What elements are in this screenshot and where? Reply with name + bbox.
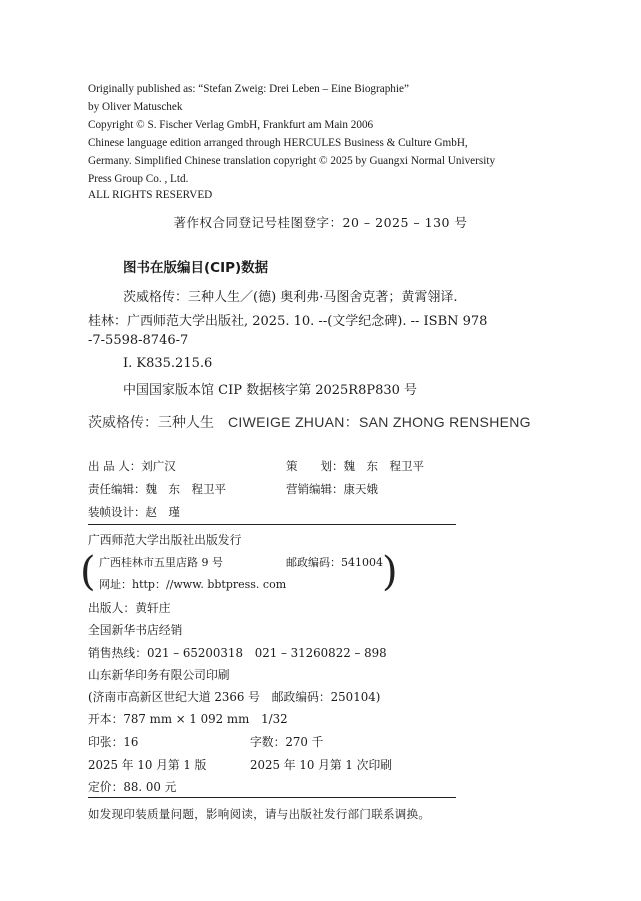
original-line-2: by Oliver Matuschek [88, 101, 183, 113]
credit-producer: 出 品 人：刘广汉 [88, 459, 176, 473]
original-line-1: Originally published as: “Stefan Zweig: Drei Leben – Eine Biographie” [88, 83, 409, 95]
credit-planning: 策 划：魏 东 程卫平 [286, 459, 424, 473]
cip-title: 图书在版编目(CIP)数据 [123, 260, 269, 276]
address-bracket-left: ( [80, 549, 96, 595]
book-title [88, 412, 531, 432]
word-count: 字数：270 千 [250, 735, 324, 749]
publisher-person: 出版人：黄轩庄 [88, 601, 171, 615]
divider-top [88, 524, 456, 525]
book-title-chinese: 茨威格传：三种人生 [88, 415, 214, 431]
publisher-name: 广西师范大学出版社出版发行 [88, 533, 242, 547]
credit-marketing: 营销编辑：康天娥 [286, 482, 378, 496]
quality-notice: 如发现印装质量问题，影响阅读，请与出版社发行部门联系调换。 [88, 807, 431, 821]
book-title-pinyin: CIWEIGE ZHUAN：SAN ZHONG RENSHENG [228, 414, 531, 430]
cip-classification: Ⅰ. K835.215.6 [123, 356, 213, 371]
edition: 2025 年 10 月第 1 版 [88, 758, 207, 772]
cip-line-3: -7-5598-8746-7 [88, 333, 189, 348]
book-format: 开本：787 mm × 1 092 mm 1/32 [88, 712, 288, 726]
original-line-3: Copyright © S. Fischer Verlag GmbH, Frankfurt am Main 2006 [88, 119, 374, 131]
original-line-6: Press Group Co. , Ltd. [88, 173, 189, 185]
address-bracket-right: ) [382, 549, 398, 595]
publisher-postcode: 邮政编码：541004 [286, 556, 383, 569]
distribution: 全国新华书店经销 [88, 623, 183, 637]
original-line-5: Germany. Simplified Chinese translation copyright © 2025 by Guangxi Normal University [88, 155, 496, 167]
printer-address: (济南市高新区世纪大道 2366 号 邮政编码：250104) [88, 690, 381, 704]
publisher-address: 广西桂林市五里店路 9 号 [99, 556, 223, 569]
copyright-registration: 著作权合同登记号桂图登字：20 – 2025 – 130 号 [173, 215, 468, 230]
original-line-4: Chinese language edition arranged through HERCULES Business & Culture GmbH, [88, 137, 468, 149]
sales-hotline: 销售热线：021 – 65200318 021 – 31260822 – 898 [88, 646, 387, 660]
publisher-website: 网址：http：//www. bbtpress. com [99, 578, 287, 591]
credit-design: 装帧设计：赵 瑾 [88, 505, 180, 519]
printed-sheets: 印张：16 [88, 735, 139, 749]
price: 定价：88. 00 元 [88, 780, 177, 794]
cip-record-number: 中国国家版本馆 CIP 数据核字第 2025R8P830 号 [123, 383, 418, 398]
divider-bottom [88, 797, 456, 798]
credit-editor: 责任编辑：魏 东 程卫平 [88, 482, 226, 496]
original-line-7: ALL RIGHTS RESERVED [88, 189, 213, 201]
printer: 山东新华印务有限公司印刷 [88, 668, 230, 682]
cip-line-1: 茨威格传：三种人生／(德) 奥利弗·马图舍克著；黄霄翎译. [123, 290, 458, 305]
printing: 2025 年 10 月第 1 次印刷 [250, 758, 393, 772]
cip-line-2: 桂林：广西师范大学出版社, 2025. 10. --(文学纪念碑). -- ISBN 978 [88, 314, 488, 329]
